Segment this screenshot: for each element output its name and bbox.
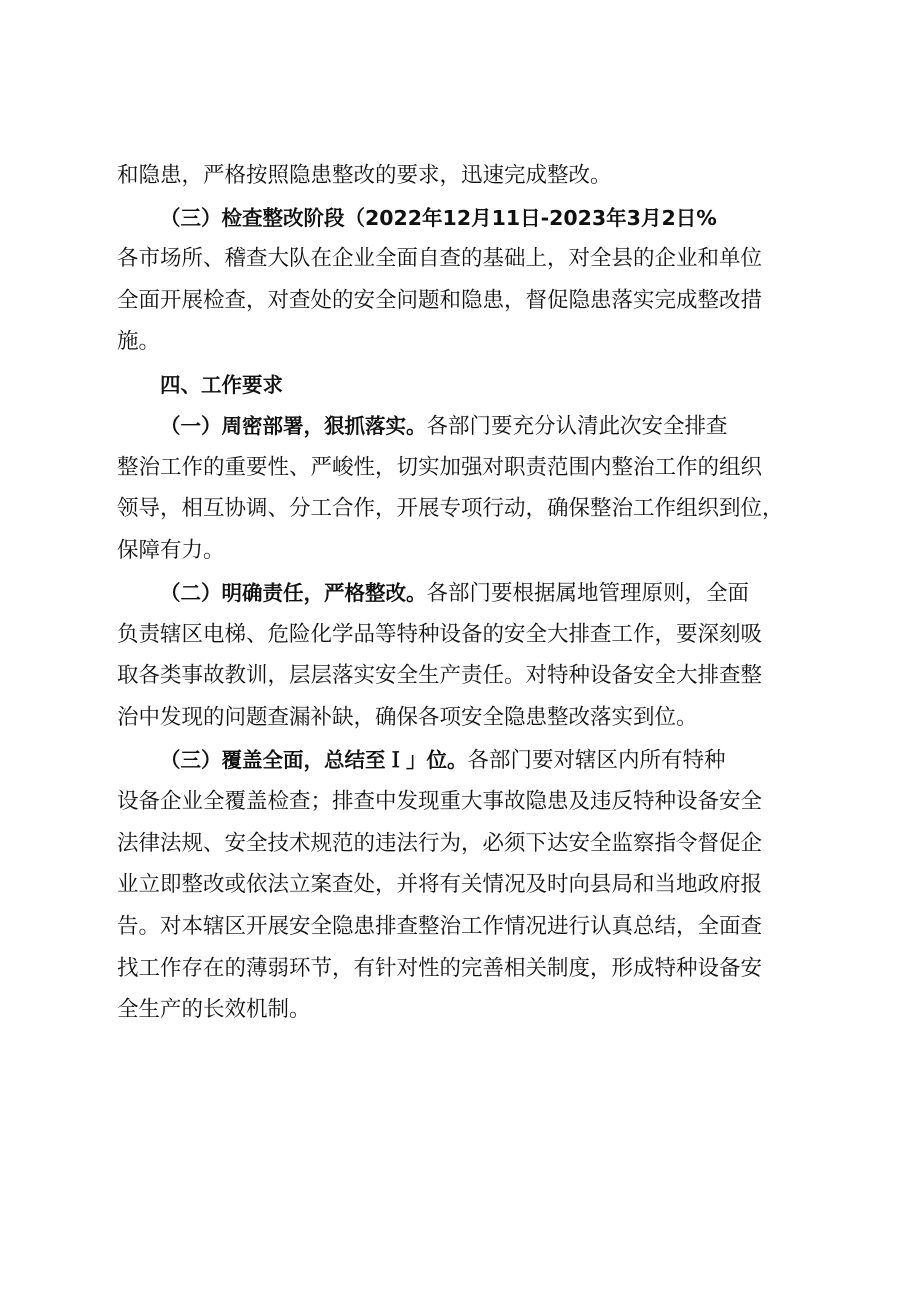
section-heading-work-requirements: 四、工作要求 <box>160 373 283 397</box>
paragraph-3-lead-text: 各部门要对辖区内所有特种 <box>467 748 726 773</box>
text-line-14: 治中发现的问题查漏补缺，确保各项安全隐患整改落实到位。 <box>117 705 698 730</box>
paragraph-1-lead-text: 各部门要充分认清此次安全排查 <box>426 414 728 439</box>
text-line-13: 取各类事故教训，层层落实安全生产责任。对特种设备安全大排查整 <box>117 663 763 688</box>
text-line-19: 告。对本辖区开展安全隐患排查整治工作情况进行认真总结，全面查 <box>117 914 763 939</box>
text-line-10: 保障有力。 <box>117 538 225 563</box>
text-line-9: 领导，相互协调、分工合作，开展专项行动，确保整治工作组织到位， <box>117 496 784 521</box>
text-line-5: 施。 <box>117 329 161 354</box>
text-line-17: 法律法规、安全技术规范的违法行为，必须下达安全监察指令督促企 <box>117 831 763 856</box>
text-line-3: 各市场所、稽查大队在企业全面自查的基础上，对全县的企业和单位 <box>117 246 763 271</box>
paragraph-2-first-line <box>160 575 820 611</box>
paragraph-1-first-line <box>160 408 820 444</box>
section-heading-inspection-phase: （三）检查整改阶段（2022年12月11日-2023年3月2日% <box>160 206 717 230</box>
text-line-12: 负责辖区电梯、危险化学品等特种设备的安全大排查工作，要深刻吸 <box>117 622 763 647</box>
paragraph-1-heading: （一）周密部署，狠抓落实。 <box>160 414 427 438</box>
text-line-16: 设备企业全覆盖检查；排查中发现重大事故隐患及违反特种设备安全 <box>117 789 763 814</box>
text-line-18: 业立即整改或依法立案查处，并将有关情况及时向县局和当地政府报 <box>117 872 763 897</box>
paragraph-2-heading: （二）明确责任，严格整改。 <box>160 581 427 605</box>
text-line-1: 和隐患，严格按照隐患整改的要求，迅速完成整改。 <box>117 163 612 188</box>
paragraph-3-heading: （三）覆盖全面，总结至Ｉ」位。 <box>160 748 468 772</box>
text-line-21: 全生产的长效机制。 <box>117 997 311 1022</box>
text-line-8: 整治工作的重要性、严峻性，切实加强对职责范围内整治工作的组织 <box>117 455 763 480</box>
text-line-4: 全面开展检查，对查处的安全问题和隐患，督促隐患落实完成整改措 <box>117 288 763 313</box>
paragraph-2-lead-text: 各部门要根据属地管理原则，全面 <box>426 581 750 606</box>
text-line-20: 找工作存在的薄弱环节，有针对性的完善相关制度，形成特种设备安 <box>117 956 763 981</box>
paragraph-3-first-line <box>160 742 820 778</box>
